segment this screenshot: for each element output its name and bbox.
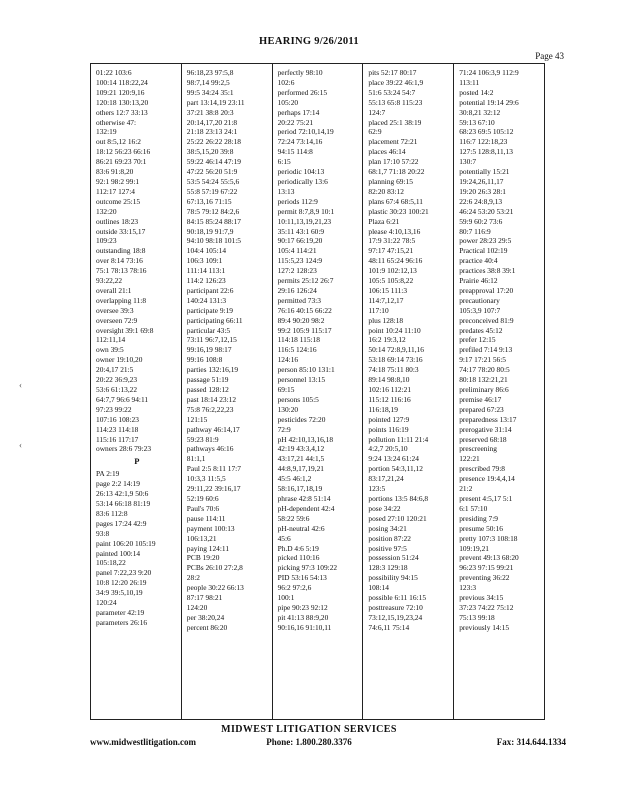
- index-entry: pH-neutral 42:6: [277, 523, 325, 533]
- index-entry: 75:13 99:18: [459, 612, 495, 622]
- index-entry: phrase 42:8 51:14: [277, 493, 331, 503]
- index-entry: parameter 42:19: [96, 607, 145, 617]
- index-entry: 112:11,14: [96, 335, 126, 345]
- index-entry: per 38:20,24: [186, 612, 225, 622]
- index-entry: posttreasure 72:10: [368, 602, 423, 612]
- index-entry: 25:22 26:22 28:18: [186, 137, 241, 147]
- page-title: HEARING 9/26/2011: [259, 36, 359, 47]
- index-entry: 99:16,19 98:17: [186, 345, 232, 355]
- index-entry: presiding 7:9: [459, 513, 498, 523]
- index-entry: 102:6: [277, 77, 295, 87]
- index-entry: 53:18 69:14 73:16: [368, 355, 423, 365]
- index-entry: out 8:5,12 16:2: [96, 137, 141, 147]
- index-entry: presume 50:16: [459, 523, 503, 533]
- index-entry: overseen 72:9: [96, 315, 138, 325]
- index-entry: 18:12 56:23 66:16: [96, 147, 151, 157]
- index-entry: 51:6 53:24 54:7: [368, 87, 416, 97]
- index-entry: 132:20: [96, 206, 117, 216]
- index-entry: 48:11 65:24 96:16: [368, 256, 423, 266]
- index-entry: 30:8,21 32:12: [459, 107, 501, 117]
- index-entry: 130:7: [459, 157, 477, 167]
- index-entry: participant 22:6: [186, 285, 234, 295]
- company-name: MIDWEST LITIGATION SERVICES: [221, 724, 397, 735]
- index-entry: 59:13 67:10: [459, 117, 495, 127]
- index-entry: 37:23 74:22 75:12: [459, 602, 514, 612]
- index-entry: plastic 30:23 100:21: [368, 206, 429, 216]
- index-entry: 115:16 117:17: [96, 434, 139, 444]
- index-entry: 105:20: [277, 97, 299, 107]
- index-entry: 81:1,1: [186, 454, 206, 464]
- index-entry: 26:13 42:1,9 50:6: [96, 489, 149, 499]
- index-entry: 46:24 53:20 53:21: [459, 206, 514, 216]
- index-entry: 106:15 111:3: [368, 285, 408, 295]
- index-entry: potentially 15:21: [459, 167, 510, 177]
- index-entry: 6:15: [277, 157, 291, 167]
- index-entry: 20:22 75:21: [277, 117, 314, 127]
- index-entry: 112:17 127:4: [96, 186, 135, 196]
- index-entry: 01:22 103:6: [96, 68, 132, 77]
- index-entry: Paul 2:5 8:11 17:7: [186, 464, 241, 474]
- index-entry: preapproval 17:20: [459, 285, 514, 295]
- index-entry: previous 34:15: [459, 593, 504, 603]
- index-entry: 22:6 24:8,9,13: [459, 196, 503, 206]
- index-entry: positive 97:5: [368, 543, 407, 553]
- index-entry: overlapping 11:8: [96, 295, 147, 305]
- index-entry: permit 8:7,8,9 10:1: [277, 206, 335, 216]
- index-entry: 80:18 132:21,21: [459, 375, 508, 385]
- index-entry: 89:14 98:8,10: [368, 375, 410, 385]
- index-entry: 84:15 85:24 88:17: [186, 216, 241, 226]
- index-entry: 74:17 78:20 80:5: [459, 365, 510, 375]
- index-entry: 74:18 75:11 80:3: [368, 365, 419, 375]
- index-entry: 97:17 47:15,21: [368, 246, 414, 256]
- index-entry: 113:11: [459, 77, 480, 87]
- index-entry: 53:6 61:13,22: [96, 385, 138, 394]
- index-entry: 45:5 46:1,2: [277, 474, 312, 484]
- index-entry: 98:7,14 99:2,5: [186, 77, 230, 87]
- index-entry: 99:2 105:9 115:17: [277, 325, 332, 335]
- index-entry: participating 66:11: [186, 315, 243, 325]
- index-entry: 9:17 17:21 56:5: [459, 355, 506, 365]
- index-entry: 106:13,21: [186, 533, 217, 543]
- index-entry: Prairie 46:12: [459, 276, 498, 286]
- index-entry: pit 41:13 88:9,20: [277, 612, 329, 622]
- index-entry: painted 100:14: [96, 548, 141, 558]
- index-entry: 53:14 66:18 81:19: [96, 498, 151, 508]
- index-entry: 58:16,17,18,19: [277, 484, 323, 494]
- index-entry: percent 86:20: [186, 622, 228, 632]
- index-entry: precautionary: [459, 295, 500, 305]
- index-entry: pathway 46:14,17: [186, 424, 240, 434]
- index-entry: PCB 19:20: [186, 553, 220, 563]
- index-entry: 55:8 57:19 67:22: [186, 186, 238, 196]
- index-entry: preventing 36:22: [459, 573, 510, 583]
- index-entry: outstanding 18:8: [96, 246, 146, 256]
- index-entry: period 72:10,14,19: [277, 127, 334, 137]
- index-entry: posted 14:2: [459, 87, 494, 97]
- index-entry: plans 67:4 68:5,11: [368, 196, 423, 206]
- index-entry: 13:13: [277, 186, 295, 196]
- index-entry: parameters 26:16: [96, 617, 148, 627]
- index-entry: 29:11,22 39:16,17: [186, 484, 241, 494]
- index-entry: past 18:14 23:12: [186, 394, 237, 404]
- index-entry: 75:1 78:13 78:16: [96, 266, 147, 276]
- index-entry: 105:5 105:8,22: [368, 276, 414, 286]
- index-grid: [90, 63, 545, 720]
- index-entry: 59:9 60:2 73:6: [459, 216, 503, 226]
- index-entry: pH 42:10,13,16,18: [277, 434, 334, 444]
- index-entry: 114:18 115:18: [277, 335, 320, 345]
- index-entry: 94:15 114:8: [277, 147, 313, 157]
- index-entry: persons 105:5: [277, 394, 319, 404]
- index-entry: please 4:10,13,16: [368, 226, 421, 236]
- index-entry: 68:23 69:5 105:12: [459, 127, 514, 137]
- index-entry: 35:11 43:1 60:9: [277, 226, 325, 236]
- index-entry: pits 52:17 80:17: [368, 68, 417, 77]
- index-entry: 72:24 73:14,16: [277, 137, 323, 147]
- index-entry: 115:5,23 124:9: [277, 256, 323, 266]
- index-entry: preserved 68:18: [459, 434, 507, 444]
- index-entry: 6:1 57:10: [459, 503, 488, 513]
- index-entry: owner 19:10,20: [96, 355, 143, 365]
- index-entry: 105:4 114:21: [277, 246, 317, 256]
- index-entry: Paul's 70:6: [186, 503, 220, 513]
- index-entry: paying 124:11: [186, 543, 230, 553]
- index-entry: 100:14 118:22,24: [96, 77, 148, 87]
- index-column-1: [91, 64, 182, 719]
- index-entry: particular 43:5: [186, 325, 231, 335]
- index-entry: 96:18,23 97:5,8: [186, 68, 234, 77]
- index-entry: 73:12,15,19,23,24: [368, 612, 423, 622]
- index-entry: practice 40:4: [459, 256, 498, 266]
- index-entry: placed 25:1 38:19: [368, 117, 422, 127]
- index-entry: predates 45:12: [459, 325, 503, 335]
- margin-mark-icon: ‹: [19, 380, 22, 390]
- index-entry: 92:1 98:2 99:1: [96, 176, 140, 186]
- index-entry: 127:5 128:8,11,13: [459, 147, 513, 157]
- index-entry: places 46:14: [368, 147, 406, 157]
- index-entry: 123:5: [368, 484, 386, 494]
- index-entry: prerogative 31:14: [459, 424, 512, 434]
- index-entry: place 39:22 46:1,9: [368, 77, 424, 87]
- index-entry: 20:14,17,20 21:8: [186, 117, 238, 127]
- index-entry: perfectly 98:10: [277, 68, 323, 77]
- index-entry: prevent 49:13 68:20: [459, 553, 519, 563]
- index-entry: picked 110:16: [277, 553, 320, 563]
- index-entry: 114:2 126:23: [186, 276, 226, 286]
- index-entry: 94:10 98:18 101:5: [186, 236, 241, 246]
- index-entry: 74:6,11 75:14: [368, 622, 410, 632]
- index-entry: pretty 107:3 108:18: [459, 533, 518, 543]
- index-entry: own 39:5: [96, 345, 124, 355]
- index-entry: 42:19 43:3,4,12: [277, 444, 325, 454]
- index-entry: 109:21 120:9,16: [96, 87, 145, 97]
- index-entry: Ph.D 4:6 5:19: [277, 543, 319, 553]
- index-entry: participate 9:19: [186, 305, 233, 315]
- index-entry: 20:4,17 21:5: [96, 365, 134, 375]
- index-entry: 102:16 112:21: [368, 385, 412, 394]
- index-entry: posed 27:10 120:21: [368, 513, 427, 523]
- index-entry: 105:3,9 107:7: [459, 305, 501, 315]
- index-entry: 21:18 23:13 24:1: [186, 127, 238, 137]
- index-entry: plan 17:10 57:22: [368, 157, 419, 167]
- index-entry: people 30:22 66:13: [186, 583, 244, 593]
- index-entry: 140:24 131:3: [186, 295, 227, 305]
- index-entry: pointed 127:9: [368, 414, 410, 424]
- index-entry: 10:8 12:20 26:19: [96, 578, 147, 588]
- index-entry: periods 112:9: [277, 196, 318, 206]
- index-entry: 107:16 108:23: [96, 414, 139, 424]
- index-entry: 89:4 90:20 98:2: [277, 315, 325, 325]
- index-column-5: [454, 64, 544, 719]
- index-entry: 44:8,9,17,19,21: [277, 464, 324, 474]
- index-column-3: [273, 64, 364, 719]
- index-entry: pathways 46:16: [186, 444, 234, 454]
- index-entry: 83:17,21,24: [368, 474, 404, 484]
- index-entry: 122:21: [459, 454, 480, 464]
- index-entry: planning 69:15: [368, 176, 413, 186]
- index-entry: 34:9 39:5,10,19: [96, 588, 143, 598]
- index-entry: 59:23 81:9: [186, 434, 219, 444]
- index-entry: 29:16 126:24: [277, 285, 317, 295]
- index-entry: 120:24: [96, 598, 117, 608]
- index-entry: 116:7 122:18,23: [459, 137, 508, 147]
- index-entry: personnel 13:15: [277, 375, 326, 385]
- index-entry: passage 51:19: [186, 375, 229, 385]
- index-entry: 21:2: [459, 484, 473, 494]
- index-entry: power 28:23 29:5: [459, 236, 512, 246]
- index-entry: posing 34:21: [368, 523, 407, 533]
- index-entry: outcome 25:15: [96, 196, 141, 206]
- index-entry: possession 51:24: [368, 553, 419, 563]
- index-entry: possibility 94:15: [368, 573, 418, 583]
- index-column-4: [363, 64, 454, 719]
- index-entry: portions 13:5 84:6,8: [368, 493, 429, 503]
- index-entry: 109:23: [96, 236, 117, 246]
- index-entry: Practical 102:19: [459, 246, 508, 256]
- index-entry: payment 100:13: [186, 523, 235, 533]
- index-entry: 121:15: [186, 414, 208, 424]
- index-entry: permitted 73:3: [277, 295, 321, 305]
- index-entry: 120:18 130:13,20: [96, 97, 149, 107]
- index-entry: 100:1: [277, 593, 295, 603]
- index-entry: 97:23 99:22: [96, 404, 132, 414]
- index-entry: picking 97:3 109:22: [277, 563, 338, 573]
- index-entry: 4:2,7 20:5,10: [368, 444, 408, 454]
- index-entry: present 4:5,17 5:1: [459, 493, 513, 503]
- index-entry: 37:21 38:8 20:3: [186, 107, 234, 117]
- index-entry: 99:16 108:8: [186, 355, 223, 365]
- index-entry: outside 33:15,17: [96, 226, 146, 236]
- index-entry: 124:7: [368, 107, 386, 117]
- index-entry: 99:5 34:24 35:1: [186, 87, 234, 97]
- index-entry: prefiled 7:14 9:13: [459, 345, 513, 355]
- index-entry: 16:2 19:3,12: [368, 335, 406, 345]
- index-entry: 93:8: [96, 528, 110, 538]
- index-entry: 50:14 72:8,9,11,16: [368, 345, 424, 355]
- index-entry: 117:10: [368, 305, 389, 315]
- index-entry: 93:22,22: [96, 276, 123, 286]
- index-entry: 19:20 26:3 28:1: [459, 186, 506, 196]
- index-entry: pollution 11:11 21:4: [368, 434, 429, 444]
- index-entry: otherwise 47:: [96, 117, 137, 127]
- index-entry: prescreening: [459, 444, 497, 454]
- index-entry: others 12:7 33:13: [96, 107, 148, 117]
- website-link[interactable]: www.midwestlitigation.com: [90, 737, 196, 747]
- index-entry: presence 19:4,4,14: [459, 474, 515, 484]
- index-entry: placement 72:21: [368, 137, 418, 147]
- index-entry: 104:4 105:14: [186, 246, 227, 256]
- index-entry: 28:2: [186, 573, 200, 583]
- index-entry: 64:7,7 96:6 94:11: [96, 394, 149, 404]
- index-entry: pH-dependent 42:4: [277, 503, 335, 513]
- index-entry: 68:1,7 71:18 20:22: [368, 167, 425, 177]
- index-letter-heading: P: [134, 456, 140, 467]
- index-entry: panel 7:22,23 9:20: [96, 568, 152, 578]
- index-entry: 128:3 129:18: [368, 563, 408, 573]
- index-entry: paint 106:20 105:19: [96, 538, 156, 548]
- index-entry: preconceived 81:9: [459, 315, 514, 325]
- index-entry: 116:5 124:16: [277, 345, 317, 355]
- index-entry: portion 54:3,11,12: [368, 464, 423, 474]
- index-entry: 62:9: [368, 127, 382, 137]
- index-entry: periodic 104:13: [277, 167, 325, 177]
- index-entry: possible 6:11 16:15: [368, 593, 427, 603]
- index-entry: person 85:10 131:1: [277, 365, 335, 375]
- index-entry: 116:18,19: [368, 404, 398, 414]
- index-entry: 130:20: [277, 404, 299, 414]
- index-entry: 106:3 109:1: [186, 256, 223, 266]
- index-entry: points 116:19: [368, 424, 409, 434]
- index-entry: 96:23 97:15 99:21: [459, 563, 514, 573]
- index-entry: 90:16,16 91:10,11: [277, 622, 332, 632]
- index-entry: pause 114:11: [186, 513, 226, 523]
- index-entry: previously 14:15: [459, 622, 510, 632]
- index-entry: 127:2 128:23: [277, 266, 317, 276]
- index-entry: 86:21 69:23 70:1: [96, 157, 147, 167]
- index-column-2: [182, 64, 273, 719]
- fax-number: Fax: 314.644.1334: [496, 737, 566, 747]
- index-entry: 124:20: [186, 602, 208, 612]
- index-entry: 124:16: [277, 355, 299, 365]
- index-entry: potential 19:14 29:6: [459, 97, 519, 107]
- index-entry: parties 132:16,19: [186, 365, 239, 375]
- index-entry: pesticides 72:20: [277, 414, 326, 424]
- index-entry: 83:6 91:8,20: [96, 167, 134, 177]
- index-entry: perhaps 17:14: [277, 107, 320, 117]
- footer: [0, 724, 618, 749]
- index-entry: 114:23 114:18: [96, 424, 139, 434]
- index-entry: passed 128:12: [186, 385, 229, 394]
- index-entry: permits 25:12 26:7: [277, 276, 334, 286]
- index-entry: 83:6 112:8: [96, 508, 128, 518]
- index-entry: 38:5,15,20 39:8: [186, 147, 234, 157]
- index-entry: PA 2:19: [96, 469, 120, 479]
- index-entry: premise 46:17: [459, 394, 502, 404]
- index-entry: oversee 39:3: [96, 305, 134, 315]
- index-entry: pipe 90:23 92:12: [277, 602, 328, 612]
- index-entry: preliminary 86:6: [459, 385, 509, 394]
- index-entry: 75:8 76:2,22,23: [186, 404, 234, 414]
- index-entry: 90:18,19 91:7,9: [186, 226, 234, 236]
- index-entry: part 13:14,19 23:11: [186, 97, 245, 107]
- index-entry: practices 38:8 39:1: [459, 266, 516, 276]
- index-entry: performed 26:15: [277, 87, 328, 97]
- index-entry: PCBs 26:10 27:2,8: [186, 563, 243, 573]
- index-entry: 67:13,16 71:15: [186, 196, 232, 206]
- index-entry: 132:19: [96, 127, 117, 137]
- index-entry: point 10:24 11:10: [368, 325, 421, 335]
- index-entry: 76:16 40:15 66:22: [277, 305, 332, 315]
- page-number: Page 43: [535, 51, 564, 61]
- index-entry: preparedness 13:17: [459, 414, 517, 424]
- index-entry: 78:5 79:12 84:2,6: [186, 206, 240, 216]
- index-entry: oversight 39:1 69:8: [96, 325, 154, 335]
- index-entry: 17:9 31:22 78:5: [368, 236, 416, 246]
- index-entry: 53:5 54:24 55:5,6: [186, 176, 240, 186]
- index-entry: 109:19,21: [459, 543, 489, 553]
- index-entry: Plaza 6:21: [368, 216, 400, 226]
- index-entry: 115:12 116:16: [368, 394, 411, 404]
- index-entry: 10:3,3 11:5,5: [186, 474, 226, 484]
- index-entry: 73:11 96:7,12,15: [186, 335, 237, 345]
- index-entry: pose 34:22: [368, 503, 401, 513]
- index-entry: page 2:2 14:19: [96, 479, 140, 489]
- index-entry: prepared 67:23: [459, 404, 504, 414]
- index-entry: 59:22 46:14 47:19: [186, 157, 241, 167]
- phone-number: Phone: 1.800.280.3376: [266, 737, 352, 747]
- index-entry: 45:6: [277, 533, 291, 543]
- index-entry: prefer 12:15: [459, 335, 496, 345]
- index-entry: 71:24 106:3,9 112:9: [459, 68, 519, 77]
- index-entry: 80:7 116:9: [459, 226, 491, 236]
- index-entry: over 8:14 73:16: [96, 256, 143, 266]
- index-entry: 114:7,12,17: [368, 295, 404, 305]
- index-entry: 108:14: [368, 583, 389, 593]
- index-entry: outlines 18:23: [96, 216, 139, 226]
- index-entry: prescribed 79:8: [459, 464, 505, 474]
- index-entry: 55:13 65:8 115:23: [368, 97, 423, 107]
- index-entry: periodically 13:6: [277, 176, 328, 186]
- index-entry: 69:15: [277, 385, 295, 394]
- index-entry: 19:24,26,11,17: [459, 176, 504, 186]
- index-entry: 52:19 60:6: [186, 493, 219, 503]
- index-entry: 90:17 66:19,20: [277, 236, 323, 246]
- index-entry: 111:14 113:1: [186, 266, 226, 276]
- index-entry: plus 128:18: [368, 315, 404, 325]
- index-entry: 105:18,22: [96, 558, 126, 568]
- index-entry: 58:22 59:6: [277, 513, 310, 523]
- index-entry: 47:22 56:20 51:9: [186, 167, 238, 177]
- index-entry: 123:3: [459, 583, 477, 593]
- index-entry: 87:17 98:21: [186, 593, 223, 603]
- index-entry: 10:11,13,19,21,23: [277, 216, 332, 226]
- margin-mark-icon: ‹: [19, 440, 22, 450]
- index-entry: 82:20 83:12: [368, 186, 404, 196]
- index-entry: owners 28:6 79:23: [96, 444, 152, 454]
- index-entry: overall 21:1: [96, 285, 132, 295]
- index-entry: 101:9 102:12,13: [368, 266, 417, 276]
- index-entry: PID 53:16 54:13: [277, 573, 327, 583]
- index-entry: 43:17,21 44:1,5: [277, 454, 325, 464]
- index-entry: pages 17:24 42:9: [96, 518, 147, 528]
- index-entry: 72:9: [277, 424, 291, 434]
- index-entry: 9:24 13:24 61:24: [368, 454, 419, 464]
- index-entry: position 87:22: [368, 533, 411, 543]
- index-entry: 96:2 97:2,6: [277, 583, 312, 593]
- index-entry: 20:22 36:9,23: [96, 375, 138, 385]
